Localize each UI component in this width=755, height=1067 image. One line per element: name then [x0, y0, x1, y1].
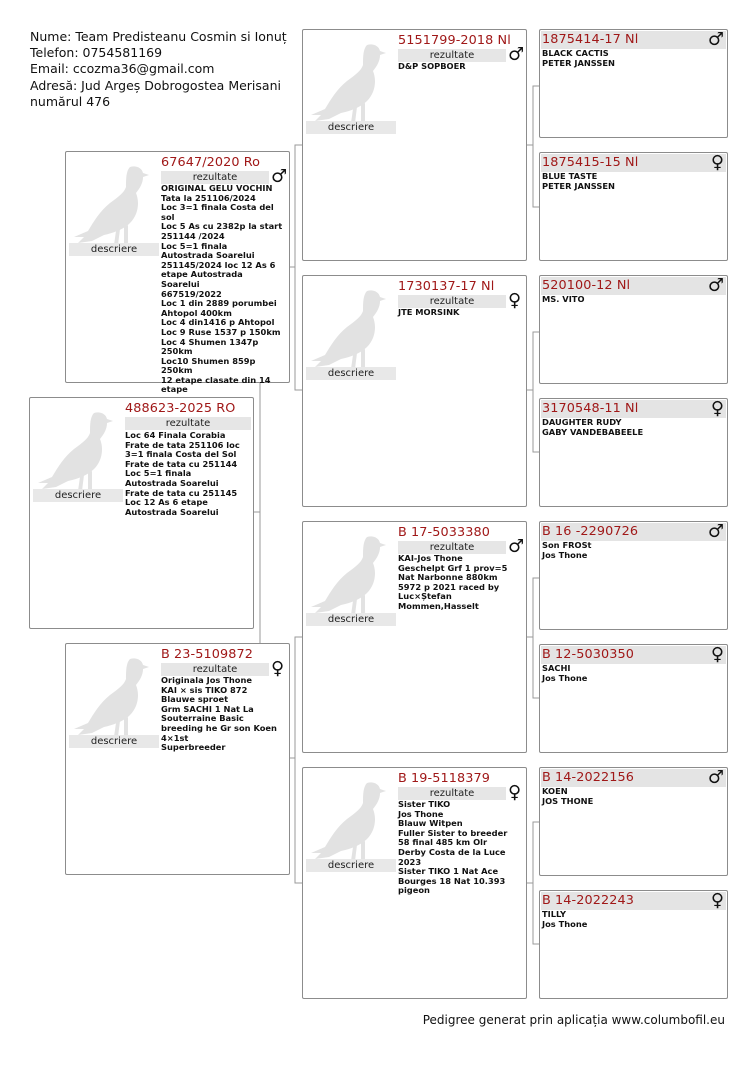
description-button[interactable]: descriere [306, 121, 396, 134]
pigeon-photo-placeholder [70, 647, 158, 739]
pigeon-notes: Son FROSt Jos Thone [542, 540, 592, 560]
ring-number: 488623-2025 RO [125, 401, 236, 416]
pigeon-notes: KOEN JOS THONE [542, 786, 594, 806]
results-button[interactable]: rezultate [161, 171, 269, 184]
male-icon: ♂ [707, 521, 724, 542]
pigeon-notes: Originala Jos Thone KAI × sis TIKO 872 Blauwe sproet Grm SACHI 1 Nat La Souterraine Basic breeding he Gr son Koen 4×1st Superbreeder [161, 675, 277, 753]
owner-address: Adresă: Jud Argeș Dobrogostea Merisani [30, 77, 281, 93]
male-icon: ♂ [508, 536, 525, 557]
female-icon: ♀ [508, 290, 522, 311]
description-button[interactable]: descriere [306, 613, 396, 626]
ring-number: B 19-5118379 [398, 771, 490, 786]
male-icon: ♂ [271, 166, 288, 187]
ring-number: 1875414-17 Nl [542, 32, 639, 47]
ring-number: 3170548-11 Nl [542, 401, 639, 416]
grandsire-maternal-card[interactable] [302, 521, 527, 753]
description-button[interactable]: descriere [69, 243, 159, 256]
great-grandparent-card[interactable] [539, 767, 728, 876]
pigeon-notes: MS. VITO [542, 294, 585, 304]
great-grandparent-card[interactable] [539, 890, 728, 999]
pigeon-notes: ORIGINAL GELU VOCHIN Tata la 251106/2024 Loc 3=1 finala Costa del sol Loc 5 As cu 2382p la start 251144 /2024 Loc 5=1 finala Autostrada Soarelui 251145/2024 loc 12 As 6 etape Autostrada Soarelui 667519/2022 Loc 1 din 2889 porumbei Ahtopol 400km Loc 4 din1416 p Ahtopol Loc 9 Ruse 1537 p 150km Loc 4 Shumen 1347p 250km Loc10 Shumen 859p 250km 12 etape clasate din 14 etape [161, 183, 283, 395]
pigeon-notes: BLUE TASTE PETER JANSSEN [542, 171, 615, 191]
pigeon-notes: SACHI Jos Thone [542, 663, 588, 683]
great-grandparent-card[interactable] [539, 29, 728, 138]
ring-number: B 16 -2290726 [542, 524, 639, 539]
male-icon: ♂ [707, 275, 724, 296]
female-icon: ♀ [508, 782, 522, 803]
description-button[interactable]: descriere [306, 367, 396, 380]
female-icon: ♀ [271, 658, 285, 679]
ring-number: B 17-5033380 [398, 525, 490, 540]
ring-number: B 14-2022156 [542, 770, 634, 785]
ring-number: B 14-2022243 [542, 893, 634, 908]
granddam-maternal-card[interactable] [302, 767, 527, 999]
pigeon-notes: KAI-Jos Thone Geschelpt Grf 1 prov=5 Nat Narbonne 880km 5972 p 2021 raced by Luc×Ștefan Mommen,Hasselt [398, 553, 508, 611]
female-icon: ♀ [710, 890, 724, 911]
owner-phone: Telefon: 0754581169 [30, 45, 163, 61]
ring-number: 67647/2020 Ro [161, 155, 261, 170]
subject-card[interactable] [29, 397, 254, 629]
pigeon-notes: DAUGHTER RUDY GABY VANDEBABEELE [542, 417, 644, 437]
dam-card[interactable] [65, 643, 290, 875]
owner-email: Email: ccozma36@gmail.com [30, 61, 215, 77]
results-button[interactable]: rezultate [398, 787, 506, 800]
great-grandparent-card[interactable] [539, 398, 728, 507]
female-icon: ♀ [710, 152, 724, 173]
owner-name: Nume: Team Predisteanu Cosmin si Ionuț [30, 29, 287, 44]
great-grandparent-card[interactable] [539, 275, 728, 384]
male-icon: ♂ [508, 44, 525, 65]
pigeon-notes: Sister TIKO Jos Thone Blauw Witpen Fuller Sister to breeder 58 final 485 km Olr Derby Costa de la Luce 2023 Sister TIKO 1 Nat Ace Bourges 18 Nat 10.393 pigeon [398, 799, 508, 896]
pigeon-notes: Loc 64 Finala Corabia Frate de tata 251106 loc 3=1 finala Costa del Sol Frate de tata cu 251144 Loc 5=1 finala Autostrada Soarelui Frate de tata cu 251145 Loc 12 As 6 etape Autostrada Soarelui [125, 430, 240, 517]
description-button[interactable]: descriere [306, 859, 396, 872]
ring-number: 1730137-17 Nl [398, 279, 495, 294]
footer-credit: Pedigree generat prin aplicația www.columbofil.eu [422, 1013, 725, 1027]
owner-address-number: numărul 476 [30, 93, 111, 109]
pigeon-photo-placeholder [70, 155, 158, 247]
pigeon-photo-placeholder [307, 279, 395, 371]
male-icon: ♂ [707, 29, 724, 50]
granddam-paternal-card[interactable] [302, 275, 527, 507]
ring-number: B 12-5030350 [542, 647, 634, 662]
female-icon: ♀ [710, 398, 724, 419]
ring-number: B 23-5109872 [161, 647, 253, 662]
pigeon-notes: D&P SOPBOER [398, 61, 466, 71]
female-icon: ♀ [710, 644, 724, 665]
sire-card[interactable] [65, 151, 290, 395]
results-button[interactable]: rezultate [398, 295, 506, 308]
grandsire-paternal-card[interactable] [302, 29, 527, 261]
ring-number: 520100-12 Nl [542, 278, 631, 293]
pigeon-photo-placeholder [307, 33, 395, 125]
ring-number: 5151799-2018 Nl [398, 33, 511, 48]
pigeon-notes: TILLY Jos Thone [542, 909, 588, 929]
pigeon-notes: JTE MORSINK [398, 307, 460, 317]
description-button[interactable]: descriere [33, 489, 123, 502]
results-button[interactable]: rezultate [398, 49, 506, 62]
pigeon-photo-placeholder [34, 401, 122, 493]
description-button[interactable]: descriere [69, 735, 159, 748]
results-button[interactable]: rezultate [125, 417, 251, 430]
great-grandparent-card[interactable] [539, 644, 728, 753]
ring-number: 1875415-15 Nl [542, 155, 639, 170]
male-icon: ♂ [707, 767, 724, 788]
pigeon-photo-placeholder [307, 525, 395, 617]
great-grandparent-card[interactable] [539, 152, 728, 261]
pigeon-notes: BLACK CACTIS PETER JANSSEN [542, 48, 615, 68]
results-button[interactable]: rezultate [398, 541, 506, 554]
results-button[interactable]: rezultate [161, 663, 269, 676]
great-grandparent-card[interactable] [539, 521, 728, 630]
pigeon-photo-placeholder [307, 771, 395, 863]
